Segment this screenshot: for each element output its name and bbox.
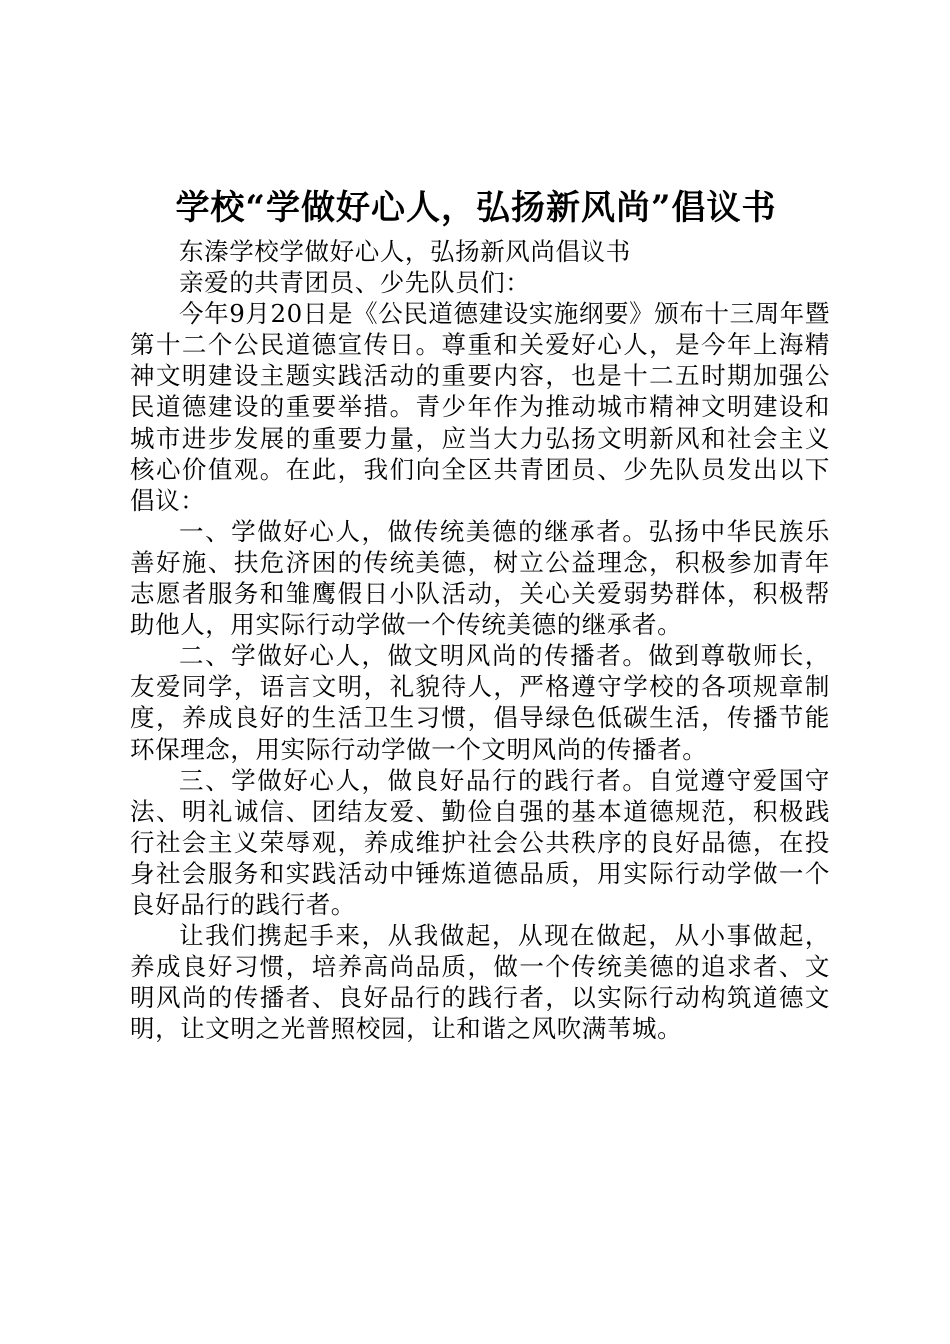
- closing-paragraph: 让我们携起手来，从我做起，从现在做起，从小事做起，养成良好习惯，培养高尚品质，做一个传统美德的追求者、文明风尚的传播者、良好品行的践行者，以实际行动构筑道德文明，让文明之光普照校园，让和谐之风吹满苇城。: [130, 921, 830, 1044]
- proposal-three-paragraph: 三、学做好心人，做良好品行的践行者。自觉遵守爱国守法、明礼诚信、团结友爱、勤俭自强的基本道德规范，积极践行社会主义荣辱观，养成维护社会公共秩序的良好品德，在投身社会服务和实践活动中锤炼道德品质，用实际行动学做一个良好品行的践行者。: [130, 765, 830, 919]
- document-title: 学校“学做好心人，弘扬新风尚”倡议书: [175, 188, 777, 228]
- salutation: 亲爱的共青团员、少先队员们：: [179, 268, 531, 298]
- subtitle-line: 东溱学校学做好心人，弘扬新风尚倡议书: [179, 237, 631, 266]
- proposal-two-paragraph: 二、学做好心人，做文明风尚的传播者。做到尊敬师长，友爱同学，语言文明，礼貌待人，严格遵守学校的各项规章制度，养成良好的生活卫生习惯，倡导绿色低碳生活，传播节能环保理念，用实际行动学做一个文明风尚的传播者。: [130, 641, 830, 764]
- intro-paragraph: 今年9月20日是《公民道德建设实施纲要》颁布十三周年暨第十二个公民道德宣传日。尊重和关爱好心人，是今年上海精神文明建设主题实践活动的重要内容，也是十二五时期加强公民道德建设的重要举措。青少年作为推动城市精神文明建设和城市进步发展的重要力量，应当大力弘扬文明新风和社会主义核心价值观。在此，我们向全区共青团员、少先队员发出以下倡议：: [130, 299, 830, 515]
- document-body: [130, 236, 830, 1044]
- proposal-one-paragraph: 一、学做好心人，做传统美德的继承者。弘扬中华民族乐善好施、扶危济困的传统美德，树立公益理念，积极参加青年志愿者服务和雏鹰假日小队活动，关心关爱弱势群体，积极帮助他人，用实际行动学做一个传统美德的继承者。: [130, 516, 830, 640]
